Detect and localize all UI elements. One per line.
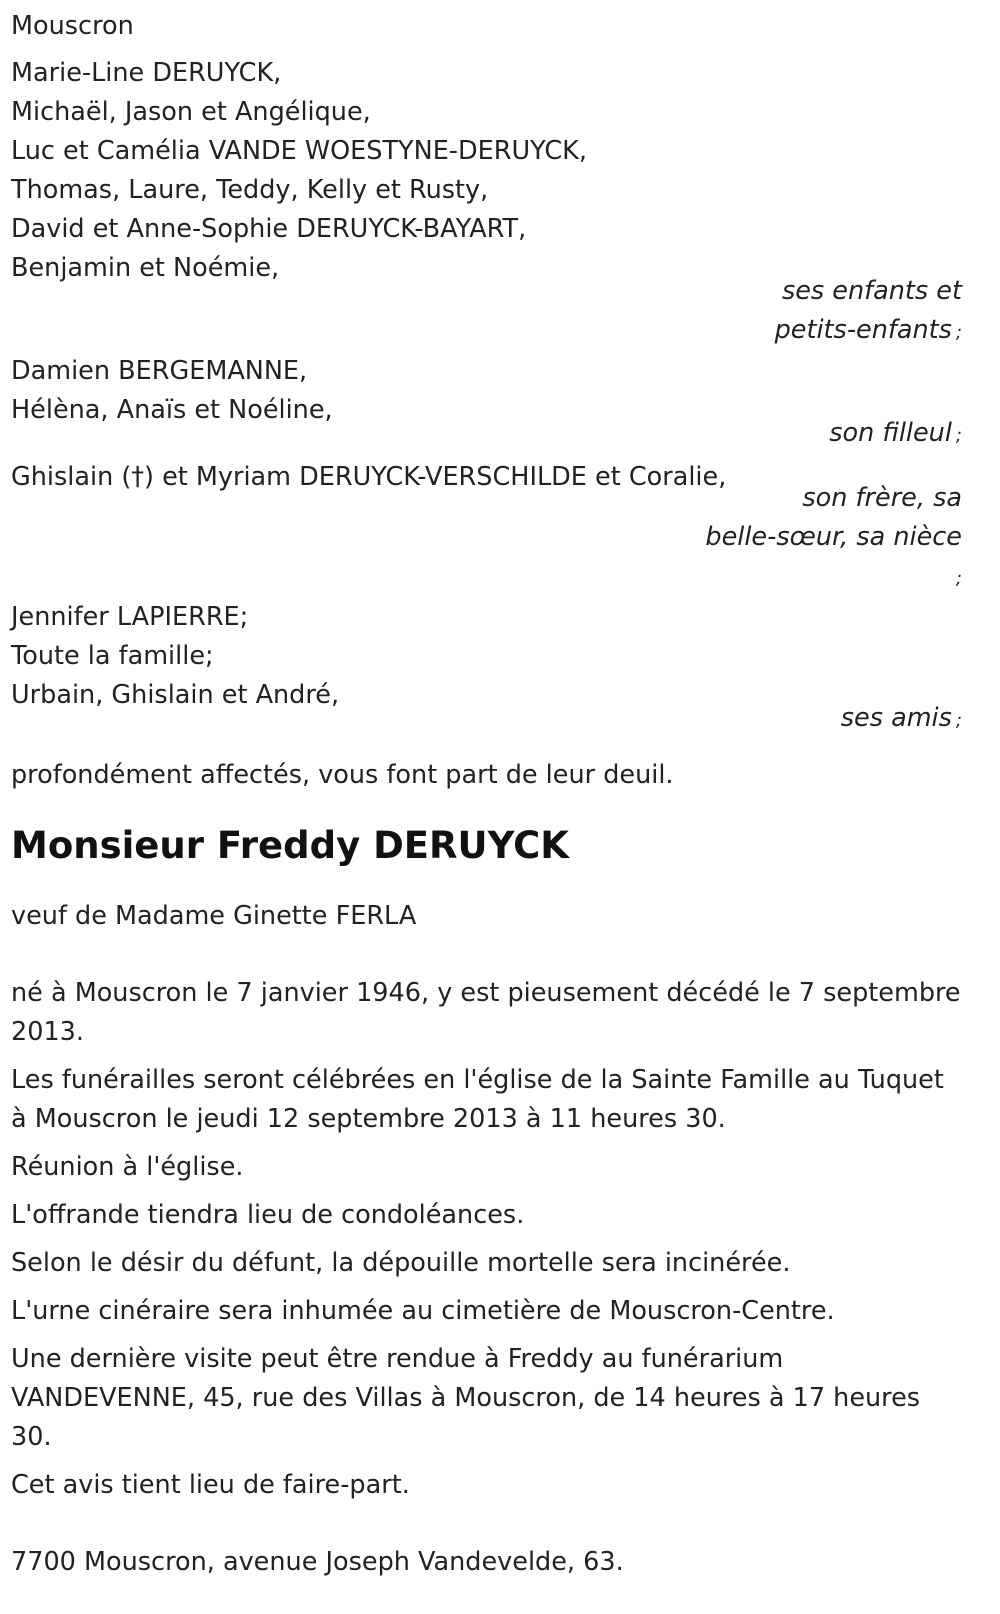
family-member-line: Damien BERGEMANNE, xyxy=(11,356,308,386)
family-group-children xyxy=(11,54,962,352)
family-role-line xyxy=(11,311,962,352)
family-member-line: Urbain, Ghislain et André, xyxy=(11,680,340,710)
location-header: Mouscron xyxy=(11,11,134,41)
offering-paragraph: L'offrande tiendra lieu de condoléances. xyxy=(11,1200,525,1230)
family-member-line: Hélèna, Anaïs et Noéline, xyxy=(11,395,333,425)
announcement-body xyxy=(11,974,962,1505)
family-member-line: Toute la famille; xyxy=(11,641,214,671)
family-member-line: David et Anne-Sophie DERUYCK-BAYART, xyxy=(11,214,527,244)
family-member-line: Jennifer LAPIERRE; xyxy=(11,602,249,632)
deceased-name: Monsieur Freddy DERUYCK xyxy=(11,824,569,867)
visit-paragraph: Une dernière visite peut être rendue à Freddy au funérarium VANDEVENNE, 45, rue des Villas à Mouscron, de 14 heures à 17 heures 30. xyxy=(11,1344,921,1452)
family-role-line: ses enfants et xyxy=(781,276,962,306)
family-role-line xyxy=(11,557,962,598)
family-group-brother xyxy=(11,455,962,598)
family-member-line: Benjamin et Noémie, xyxy=(11,253,280,283)
family-member-line: Luc et Camélia VANDE WOESTYNE-DERUYCK, xyxy=(11,136,587,166)
cremation-paragraph: Selon le désir du défunt, la dépouille mortelle sera incinérée. xyxy=(11,1248,791,1278)
family-role-text: ses amis xyxy=(840,703,952,733)
family-member-line: Michaël, Jason et Angélique, xyxy=(11,97,371,127)
funeral-paragraph: Les funérailles seront célébrées en l'église de la Sainte Famille au Tuquet à Mouscron le jeudi 12 septembre 2013 à 11 heures 30. xyxy=(11,1065,944,1134)
address: 7700 Mouscron, avenue Joseph Vandevelde, 63. xyxy=(11,1547,624,1577)
family-member-line: Ghislain (†) et Myriam DERUYCK-VERSCHILDE et Coralie, xyxy=(11,462,727,492)
urn-paragraph: L'urne cinéraire sera inhumée au cimetière de Mouscron-Centre. xyxy=(11,1296,835,1326)
family-role-line: belle-sœur, sa nièce xyxy=(705,522,962,552)
notice-paragraph: Cet avis tient lieu de faire-part. xyxy=(11,1470,410,1500)
role-separator: ; xyxy=(955,322,962,343)
family-group-friends xyxy=(11,598,962,740)
birth-death-paragraph: né à Mouscron le 7 janvier 1946, y est pieusement décédé le 7 septembre 2013. xyxy=(11,978,961,1047)
family-role-line: son frère, sa xyxy=(802,483,962,513)
deceased-spouse: veuf de Madame Ginette FERLA xyxy=(11,901,417,931)
family-role-text: petits-enfants xyxy=(774,315,952,345)
role-separator: ; xyxy=(955,710,962,731)
role-separator: ; xyxy=(955,568,962,589)
meeting-paragraph: Réunion à l'église. xyxy=(11,1152,244,1182)
intro-text: profondément affectés, vous font part de leur deuil. xyxy=(11,760,674,790)
family-member-line: Thomas, Laure, Teddy, Kelly et Rusty, xyxy=(11,175,489,205)
family-member-line: Marie-Line DERUYCK, xyxy=(11,58,282,88)
family-group-godson xyxy=(11,352,962,455)
family-role-text: son filleul xyxy=(829,418,952,448)
role-separator: ; xyxy=(955,425,962,446)
